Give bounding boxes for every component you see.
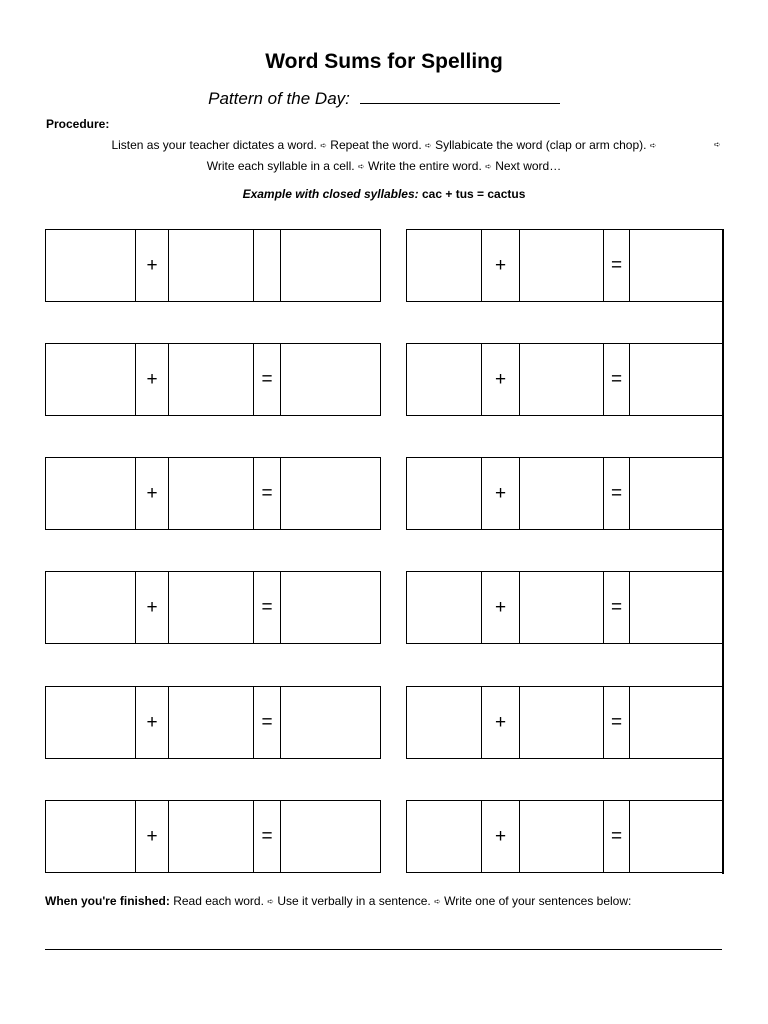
- equals-sign: =: [604, 230, 630, 301]
- syllable-2-cell[interactable]: [520, 687, 604, 758]
- word-sum-row-right: [406, 686, 723, 759]
- equals-sign: =: [604, 687, 630, 758]
- whole-word-cell[interactable]: [281, 344, 380, 415]
- example-label: Example with closed syllables:: [242, 187, 419, 201]
- arrow-icon: ➪: [649, 141, 657, 150]
- syllable-2-cell[interactable]: [520, 801, 604, 872]
- whole-word-cell[interactable]: [630, 801, 722, 872]
- syllable-1-cell[interactable]: [46, 344, 136, 415]
- syllable-1-cell[interactable]: [407, 687, 482, 758]
- procedure-step-3: Syllabicate the word (clap or arm chop).: [435, 138, 647, 152]
- syllable-1-cell[interactable]: [407, 801, 482, 872]
- plus-sign: +: [136, 687, 169, 758]
- syllable-2-cell[interactable]: [520, 572, 604, 643]
- syllable-2-cell[interactable]: [169, 801, 254, 872]
- finished-step-2: Use it verbally in a sentence.: [277, 894, 431, 908]
- example-line: [0, 187, 768, 201]
- procedure-line-1: [0, 138, 768, 152]
- equals-sign: =: [604, 572, 630, 643]
- procedure-step-5: Write the entire word.: [367, 159, 482, 173]
- plus-sign: +: [136, 344, 169, 415]
- whole-word-cell[interactable]: [630, 344, 722, 415]
- arrow-icon: ➪: [357, 162, 365, 171]
- plus-sign: +: [482, 801, 520, 872]
- plus-sign: +: [136, 572, 169, 643]
- equals-sign: =: [254, 687, 281, 758]
- word-sum-row-left: [45, 343, 381, 416]
- word-sum-row-right: [406, 457, 723, 530]
- syllable-2-cell[interactable]: [169, 687, 254, 758]
- syllable-2-cell[interactable]: [169, 344, 254, 415]
- word-sum-row-left: [45, 457, 381, 530]
- plus-sign: +: [482, 344, 520, 415]
- equals-sign: =: [604, 458, 630, 529]
- arrow-icon: ➪: [485, 162, 492, 171]
- finished-step-3: Write one of your sentences below:: [444, 894, 632, 908]
- procedure-step-2: Repeat the word.: [330, 138, 422, 152]
- syllable-1-cell[interactable]: [407, 572, 482, 643]
- syllable-1-cell[interactable]: [46, 230, 136, 301]
- syllable-2-cell[interactable]: [520, 344, 604, 415]
- syllable-1-cell[interactable]: [407, 458, 482, 529]
- plus-sign: +: [482, 687, 520, 758]
- whole-word-cell[interactable]: [281, 572, 380, 643]
- syllable-2-cell[interactable]: [169, 230, 254, 301]
- syllable-2-cell[interactable]: [169, 572, 254, 643]
- plus-sign: +: [136, 801, 169, 872]
- equals-sign: =: [254, 572, 281, 643]
- page-title: Word Sums for Spelling: [265, 50, 503, 73]
- equals-sign: =: [604, 344, 630, 415]
- plus-sign: +: [482, 230, 520, 301]
- word-sum-row-right: [406, 229, 723, 302]
- arrow-icon: ➪: [267, 897, 274, 906]
- plus-sign: +: [136, 230, 169, 301]
- syllable-2-cell[interactable]: [169, 458, 254, 529]
- word-sum-row-left: [45, 800, 381, 873]
- example-sum: cac + tus = cactus: [422, 187, 526, 201]
- syllable-2-cell[interactable]: [520, 458, 604, 529]
- word-sum-row-right: [406, 800, 723, 873]
- pattern-of-the-day: [0, 87, 768, 109]
- plus-sign: +: [136, 458, 169, 529]
- word-sum-row-left: [45, 571, 381, 644]
- equals-sign: =: [254, 344, 281, 415]
- word-sum-row-left: [45, 229, 381, 302]
- syllable-2-cell[interactable]: [520, 230, 604, 301]
- syllable-1-cell[interactable]: [407, 230, 482, 301]
- equals-sign: [254, 230, 281, 301]
- sentence-writing-line[interactable]: [45, 949, 722, 950]
- arrow-icon: ➪: [714, 140, 721, 149]
- procedure-step-6: Next word…: [495, 159, 562, 173]
- syllable-1-cell[interactable]: [46, 458, 136, 529]
- whole-word-cell[interactable]: [630, 687, 722, 758]
- pattern-blank-line[interactable]: [360, 87, 560, 104]
- whole-word-cell[interactable]: [630, 230, 722, 301]
- pattern-label: Pattern of the Day:: [208, 89, 350, 108]
- procedure-heading: Procedure:: [46, 117, 110, 131]
- equals-sign: =: [604, 801, 630, 872]
- whole-word-cell[interactable]: [281, 458, 380, 529]
- arrow-icon: ➪: [425, 141, 432, 150]
- procedure-line-2: [0, 159, 768, 173]
- whole-word-cell[interactable]: [630, 572, 722, 643]
- word-sum-row-right: [406, 343, 723, 416]
- whole-word-cell[interactable]: [281, 230, 380, 301]
- finished-step-1: Read each word.: [173, 894, 264, 908]
- syllable-1-cell[interactable]: [46, 801, 136, 872]
- plus-sign: +: [482, 572, 520, 643]
- procedure-step-1: Listen as your teacher dictates a word.: [111, 138, 317, 152]
- procedure-step-4: Write each syllable in a cell.: [206, 159, 355, 173]
- equals-sign: =: [254, 458, 281, 529]
- word-sum-row-left: [45, 686, 381, 759]
- arrow-icon: ➪: [434, 897, 441, 906]
- whole-word-cell[interactable]: [281, 801, 380, 872]
- whole-word-cell[interactable]: [630, 458, 722, 529]
- arrow-icon: ➪: [320, 141, 327, 150]
- syllable-1-cell[interactable]: [46, 687, 136, 758]
- whole-word-cell[interactable]: [281, 687, 380, 758]
- plus-sign: +: [482, 458, 520, 529]
- equals-sign: =: [254, 801, 281, 872]
- word-sum-row-right: [406, 571, 723, 644]
- syllable-1-cell[interactable]: [407, 344, 482, 415]
- finished-instructions: [45, 894, 631, 908]
- syllable-1-cell[interactable]: [46, 572, 136, 643]
- finished-label: When you're finished:: [45, 894, 170, 908]
- grid-side-line: [722, 229, 724, 874]
